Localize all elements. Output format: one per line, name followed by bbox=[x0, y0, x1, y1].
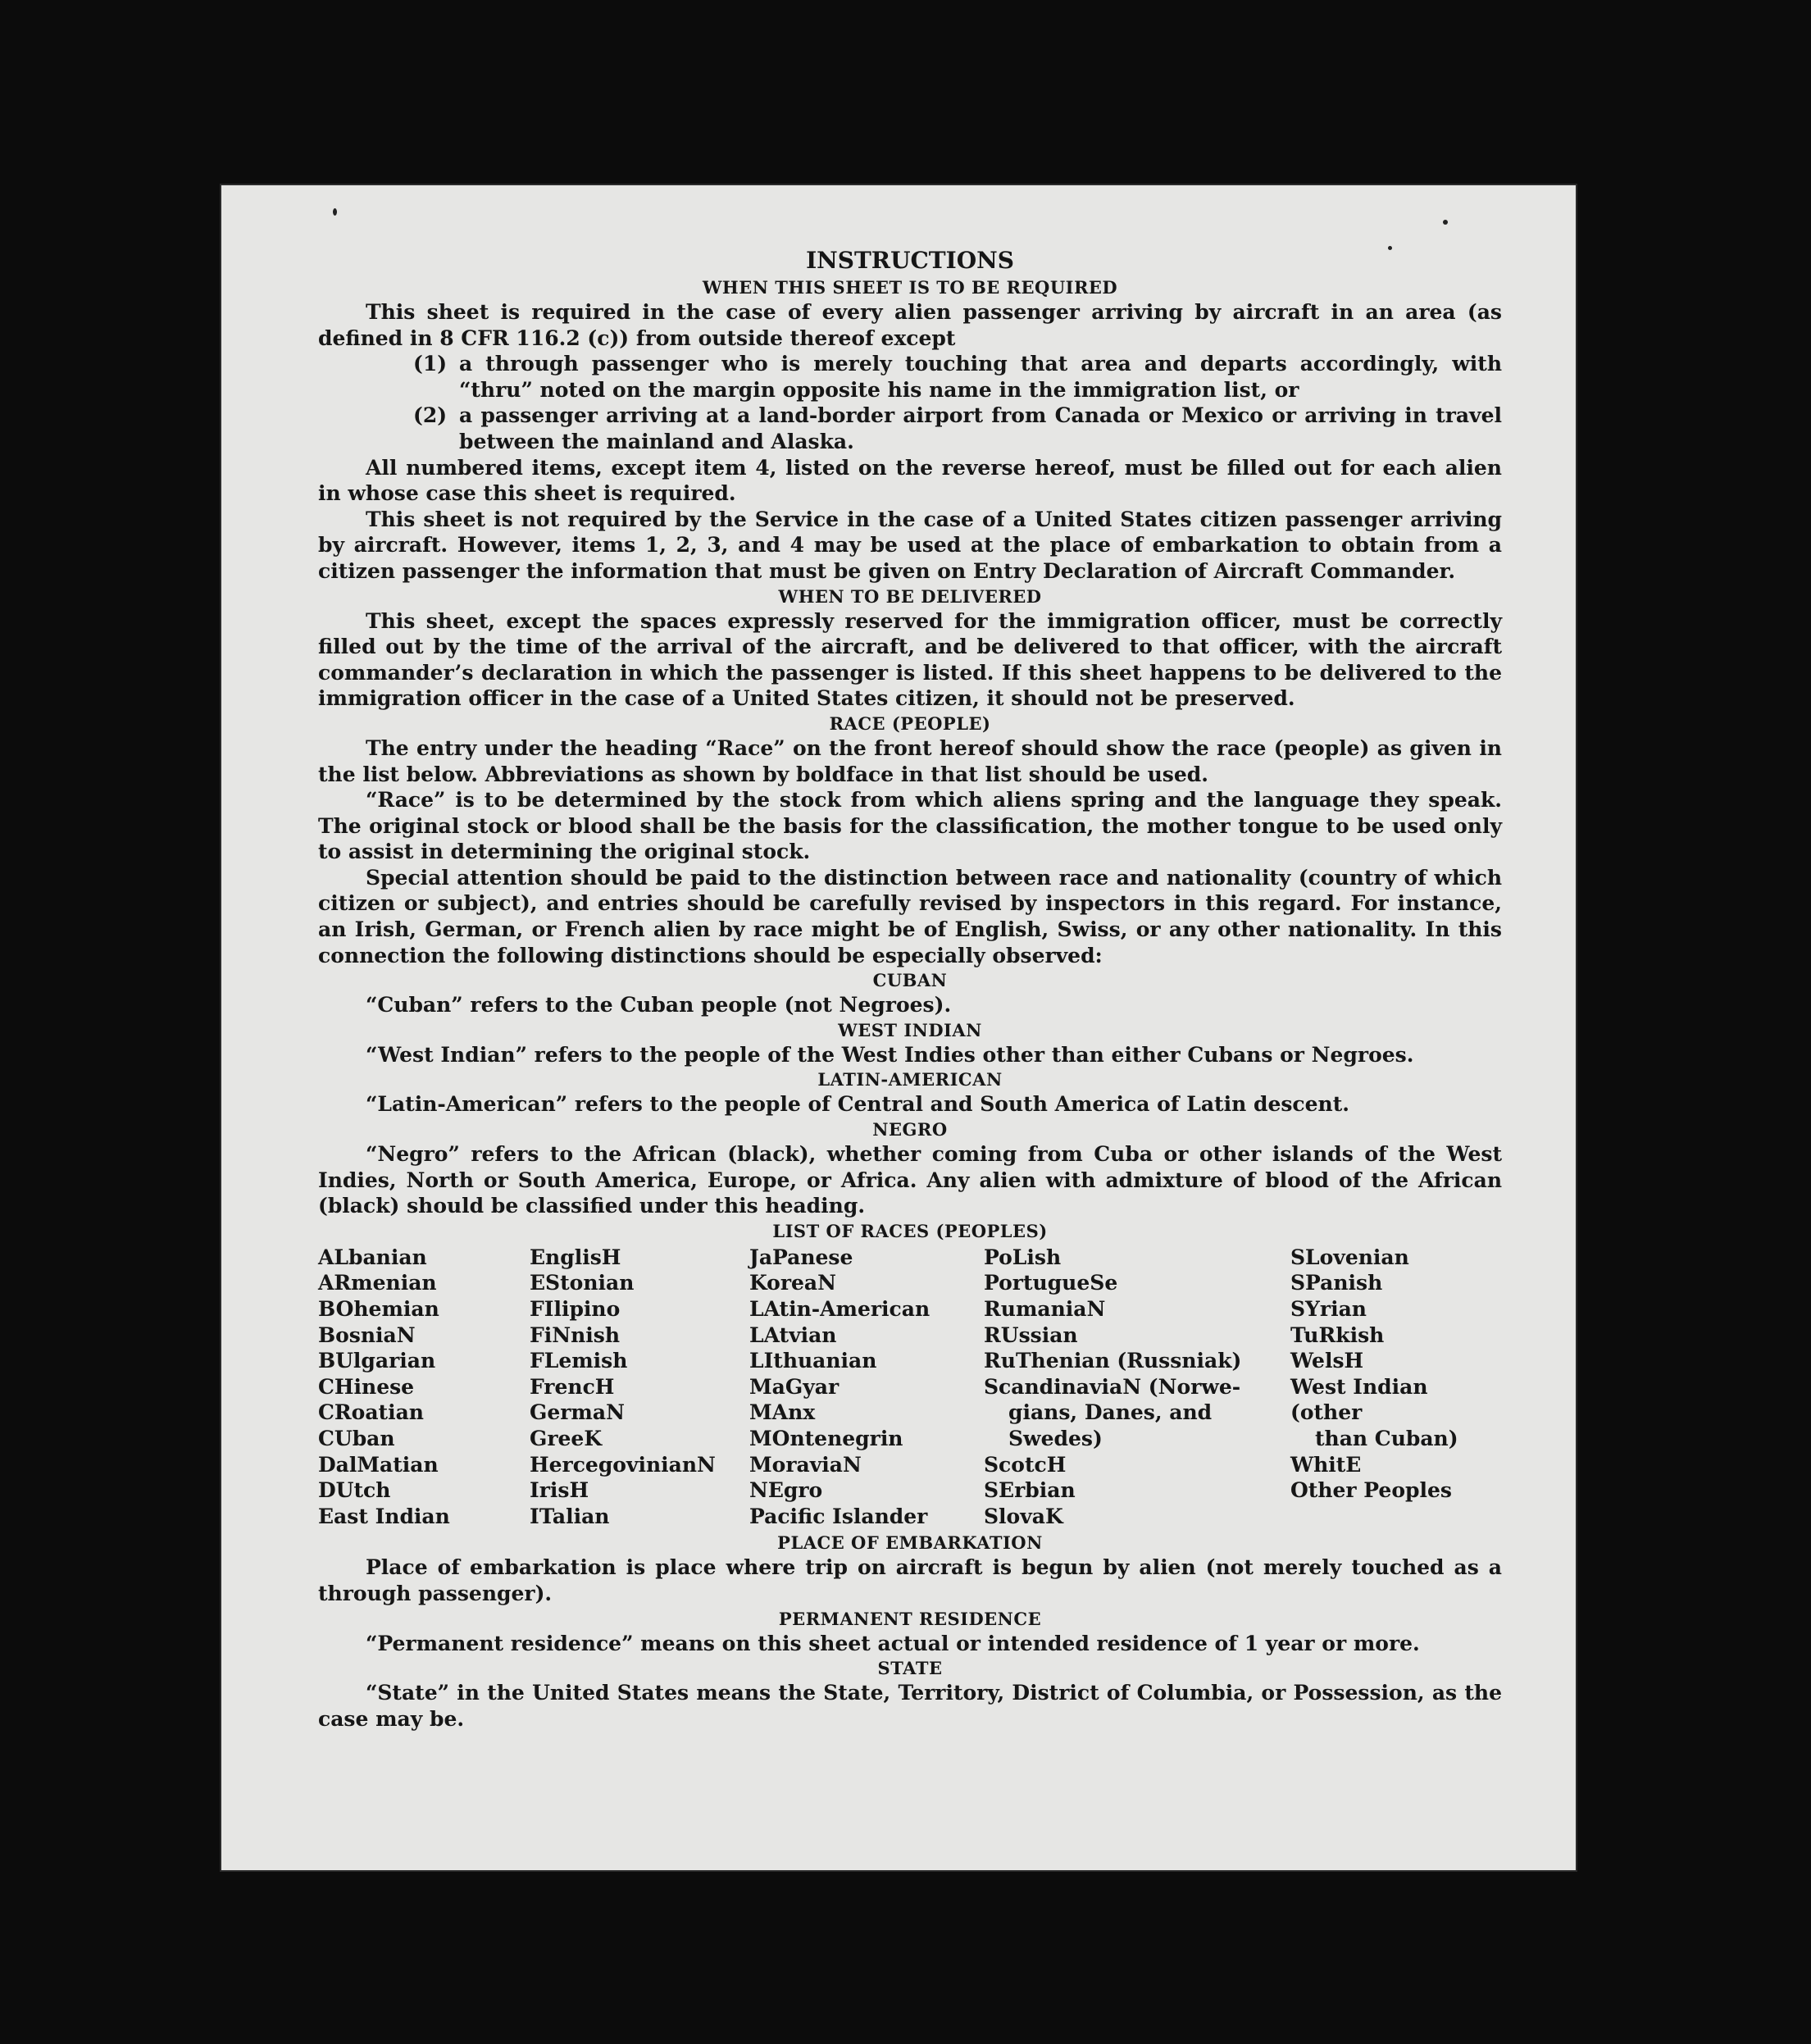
races-list bbox=[318, 1245, 1502, 1530]
speck bbox=[1443, 220, 1448, 225]
heading-when-required: WHEN THIS SHEET IS TO BE REQUIRED bbox=[702, 277, 1118, 298]
race-entry: GreeK bbox=[530, 1426, 603, 1450]
race-entry: East Indian bbox=[318, 1504, 450, 1528]
when-delivered-text: This sheet, except the spaces expressly reserved for the immigration officer, must be correctly filled out by the time of the arrival of the aircraft, and be delivered to that officer, with the aircraft commander’s declaration in which the passenger is listed. If this sheet happens to be delivered to the immigration officer in the case of a United States citizen, it should not be preserved. bbox=[318, 608, 1502, 711]
race-entry: GermaN bbox=[530, 1400, 625, 1425]
race-para-1: The entry under the heading “Race” on the front hereof should show the race (people) as given in the list below. Abbreviations as shown by boldface in that list should be used. bbox=[318, 735, 1502, 786]
heading-permanent-residence: PERMANENT RESIDENCE bbox=[778, 1608, 1042, 1629]
race-entry: FIlipino bbox=[530, 1297, 621, 1321]
race-entry: West Indian (other bbox=[1290, 1374, 1428, 1425]
race-entry-continued: Swedes) bbox=[1008, 1426, 1103, 1450]
race-entry: BosniaN bbox=[318, 1322, 416, 1347]
race-entry: EnglisH bbox=[530, 1245, 621, 1269]
heading-when-delivered: WHEN TO BE DELIVERED bbox=[778, 585, 1042, 607]
races-column-5 bbox=[1290, 1245, 1502, 1530]
negro-text: “Negro” refers to the African (black), whether coming from Cuba or other islands of the West Indies, North or South America, Europe, or Africa. Any alien with admixture of blood of the African (black) should be classified under this heading. bbox=[318, 1142, 1502, 1218]
race-entry: TuRkish bbox=[1290, 1322, 1385, 1347]
race-entry: DUtch bbox=[318, 1478, 391, 1503]
item-number: (1) bbox=[413, 352, 448, 376]
race-entry: MAnx bbox=[749, 1400, 816, 1425]
race-entry: ITalian bbox=[530, 1504, 610, 1528]
race-entry: RUssian bbox=[984, 1322, 1078, 1347]
latin-american-text: “Latin-American” refers to the people of Central and South America of Latin descent. bbox=[366, 1092, 1349, 1117]
race-entry: SlovaK bbox=[984, 1504, 1063, 1528]
race-entry: KoreaN bbox=[749, 1271, 836, 1295]
exception-item-1 bbox=[413, 351, 1502, 403]
heading-race: RACE (PEOPLE) bbox=[829, 712, 991, 734]
race-entry: ScandinaviaN (Norwe- bbox=[984, 1374, 1241, 1399]
heading-cuban: CUBAN bbox=[872, 970, 948, 991]
race-para-2: “Race” is to be determined by the stock from which aliens spring and the language they speak. The original stock or blood shall be the basis for the classification, the mother tongue to be used only to assist in determining the original stock. bbox=[318, 788, 1502, 864]
race-para-3: Special attention should be paid to the distinction between race and nationality (country of which citizen or subject), and entries should be carefully revised by inspectors in this regard. For instance, an Irish, German, or French alien by race might be of English, Swiss, or any other nationality. In this connection the following distinctions should be especially observed: bbox=[318, 865, 1502, 967]
race-entry: CRoatian bbox=[318, 1400, 424, 1425]
when-required-para-3: This sheet is not required by the Service in the case of a United States citizen passenger arriving by aircraft. However, items 1, 2, 3, and 4 may be used at the place of embarkation to obtain from a citizen passenger the information that must be given on Entry Declaration of Aircraft Commander. bbox=[318, 507, 1502, 583]
heading-state: STATE bbox=[877, 1658, 943, 1679]
state-text: “State” in the United States means the State, Territory, District of Columbia, or Possession, as the case may be. bbox=[318, 1681, 1502, 1731]
page-title: INSTRUCTIONS bbox=[806, 247, 1014, 274]
race-entry: Other Peoples bbox=[1290, 1478, 1452, 1503]
race-entry: MOntenegrin bbox=[749, 1426, 903, 1450]
residence-text: “Permanent residence” means on this sheet actual or intended residence of 1 year or more. bbox=[366, 1631, 1420, 1655]
document-page bbox=[221, 185, 1576, 1870]
race-entry: SYrian bbox=[1290, 1297, 1367, 1321]
cuban-text: “Cuban” refers to the Cuban people (not Negroes). bbox=[366, 993, 952, 1017]
race-entry: LAtvian bbox=[749, 1322, 837, 1347]
races-column-2 bbox=[530, 1245, 749, 1530]
race-entry: WhitE bbox=[1290, 1452, 1362, 1477]
race-entry: IrisH bbox=[530, 1478, 589, 1503]
race-entry: CUban bbox=[318, 1426, 395, 1450]
instructions-body bbox=[318, 246, 1502, 1732]
races-column-3 bbox=[749, 1245, 984, 1530]
exception-item-2 bbox=[413, 403, 1502, 454]
west-indian-text: “West Indian” refers to the people of the West Indies other than either Cubans or Negroes. bbox=[366, 1042, 1414, 1067]
heading-latin-american: LATIN-AMERICAN bbox=[817, 1069, 1003, 1090]
heading-place-of-embarkation: PLACE OF EMBARKATION bbox=[777, 1532, 1043, 1554]
item-text: a passenger arriving at a land-border airport from Canada or Mexico or arriving in travel between the mainland and Alaska. bbox=[459, 403, 1502, 453]
race-entry: EStonian bbox=[530, 1271, 635, 1295]
race-entry: RumaniaN bbox=[984, 1297, 1106, 1321]
race-entry: BUlgarian bbox=[318, 1349, 436, 1373]
race-entry: FiNnish bbox=[530, 1322, 621, 1347]
race-entry: HercegovinianN bbox=[530, 1452, 716, 1477]
heading-negro: NEGRO bbox=[872, 1119, 948, 1140]
race-entry: SLovenian bbox=[1290, 1245, 1409, 1269]
race-entry: PoLish bbox=[984, 1245, 1062, 1269]
when-required-para-2: All numbered items, except item 4, listed on the reverse hereof, must be filled out for each alien in whose case this sheet is required. bbox=[318, 455, 1502, 506]
race-entry: NEgro bbox=[749, 1478, 823, 1503]
race-entry: DalMatian bbox=[318, 1452, 439, 1477]
race-entry: PortugueSe bbox=[984, 1271, 1118, 1295]
race-entry: MaGyar bbox=[749, 1374, 840, 1399]
race-entry-continued: than Cuban) bbox=[1315, 1426, 1458, 1450]
speck bbox=[333, 208, 337, 216]
race-entry: LAtin-American bbox=[749, 1297, 931, 1321]
race-entry: ScotcH bbox=[984, 1452, 1067, 1477]
when-required-intro: This sheet is required in the case of every alien passenger arriving by aircraft in an area (as defined in 8 CFR 116.2 (c)) from outside thereof except bbox=[318, 300, 1502, 350]
race-entry-continued: gians, Danes, and bbox=[1008, 1400, 1213, 1425]
item-number: (2) bbox=[413, 403, 448, 428]
race-entry: Pacific Islander bbox=[749, 1504, 928, 1528]
race-entry: FLemish bbox=[530, 1349, 628, 1373]
heading-west-indian: WEST INDIAN bbox=[838, 1019, 982, 1040]
heading-list-of-races: LIST OF RACES (PEOPLES) bbox=[772, 1220, 1048, 1241]
race-entry: CHinese bbox=[318, 1374, 415, 1399]
races-column-4 bbox=[984, 1245, 1290, 1530]
item-text: a through passenger who is merely touching that area and departs accordingly, with “thru” noted on the margin opposite his name in the immigration list, or bbox=[459, 352, 1502, 402]
race-entry: ALbanian bbox=[318, 1245, 427, 1269]
race-entry: BOhemian bbox=[318, 1297, 439, 1321]
race-entry: FrencH bbox=[530, 1374, 615, 1399]
race-entry: MoraviaN bbox=[749, 1452, 862, 1477]
race-entry: SErbian bbox=[984, 1478, 1076, 1503]
race-entry: JaPanese bbox=[749, 1245, 853, 1269]
race-entry: WelsH bbox=[1290, 1349, 1364, 1373]
race-entry: LIthuanian bbox=[749, 1349, 877, 1373]
race-entry: SPanish bbox=[1290, 1271, 1383, 1295]
races-column-1 bbox=[318, 1245, 530, 1530]
race-entry: ARmenian bbox=[318, 1271, 437, 1295]
embarkation-text: Place of embarkation is place where trip on aircraft is begun by alien (not merely touched as a through passenger). bbox=[318, 1555, 1502, 1605]
race-entry: RuThenian (Russniak) bbox=[984, 1349, 1242, 1373]
